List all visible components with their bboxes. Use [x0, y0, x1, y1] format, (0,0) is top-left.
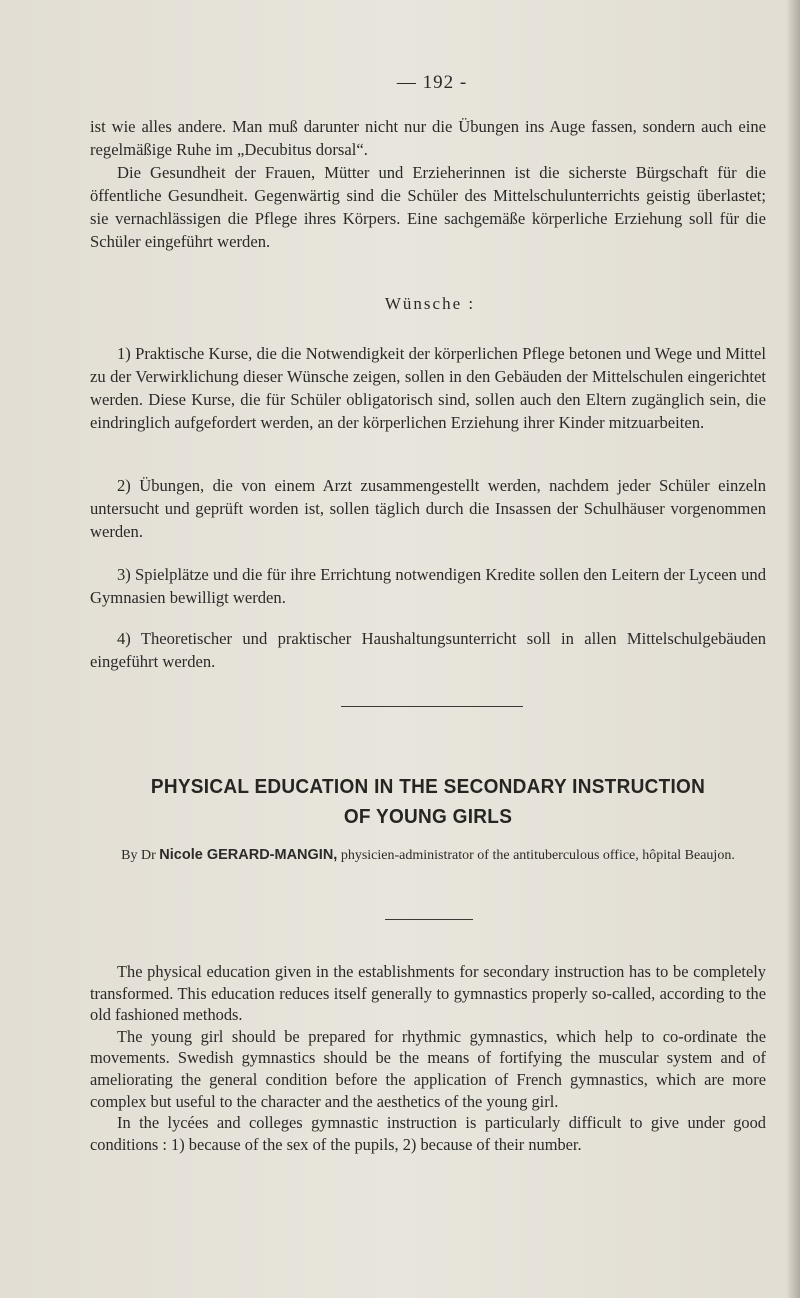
english-body [90, 961, 766, 1155]
author-affiliation: physicien-administrator of the antituberculous office, hôpital Beaujon. [340, 848, 735, 863]
byline-prefix: By Dr [121, 848, 156, 863]
wish-4 [90, 627, 766, 673]
article-title-line-2: OF YOUNG GIRLS [343, 806, 513, 828]
section-divider [341, 706, 523, 707]
wish-item: 4) Theoretischer und praktischer Haushaltungsunterricht soll in allen Mittelschulgebäuden eingeführt werden. [90, 629, 766, 671]
body-paragraph-2: The young girl should be prepared for rhythmic gymnastics, which help to co-ordinate the movements. Swedish gymnastics should be the means of fortifying the muscular system and of ameliorating the general condition before the application of French gymnastics, which are more complex but useful to the character and the aesthetics of the young girl. [90, 1026, 766, 1111]
wish-item: 2) Übungen, die von einem Arzt zusammengestellt werden, nachdem jeder Schüler einzeln untersucht und geprüft worden ist, sollen täglich durch die Insassen der Schulhäuser vorgenommen werden. [90, 476, 766, 541]
page-number: — 192 - [396, 72, 468, 93]
byline [90, 845, 766, 866]
body-paragraph-1: The physical education given in the establishments for secondary instruction has to be completely transformed. This education reduces itself generally to gymnastics properly so-called, according to the old fashioned methods. [90, 962, 766, 1025]
german-intro [90, 115, 766, 253]
page-edge-shadow [786, 0, 800, 1298]
intro-paragraph-1: ist wie alles andere. Man muß darunter nicht nur die Übungen ins Auge fassen, sondern auch eine regelmäßige Ruhe im „Decubitus dorsal“. [90, 117, 766, 159]
byline-divider [385, 919, 473, 920]
body-paragraph-3: In the lycées and colleges gymnastic instruction is particularly difficult to give under good conditions : 1) because of the sex of the pupils, 2) because of their number. [90, 1113, 766, 1154]
wish-2 [90, 474, 766, 543]
wish-item: 3) Spielplätze und die für ihre Errichtung notwendigen Kredite sollen den Leitern der Lyceen und Gymnasien bewilligt werden. [90, 565, 766, 607]
author-name: Nicole GERARD-MANGIN, [159, 847, 338, 863]
wishes-heading: Wünsche : [384, 294, 476, 313]
wish-1 [90, 342, 766, 434]
intro-paragraph-2: Die Gesundheit der Frauen, Mütter und Erzieherinnen ist die sicherste Bürgschaft für die öffentliche Gesundheit. Gegenwärtig sind die Schüler des Mittelschulunterrichts geistig überlastet; sie vernachlässigen die Pflege ihres Körpers. Eine sachgemäße körperliche Erziehung soll für die Schüler eingeführt werden. [90, 163, 766, 251]
wish-3 [90, 563, 766, 609]
article-title-line-1: PHYSICAL EDUCATION IN THE SECONDARY INSTRUCTION [150, 776, 706, 798]
wish-item: 1) Praktische Kurse, die die Notwendigkeit der körperlichen Pflege betonen und Wege und Mittel zu der Verwirklichung dieser Wünsche zeigen, sollen in den Gebäuden der Mittelschulen eingerichtet werden. Diese Kurse, die für Schüler obligatorisch sind, sollen auch den Eltern zugänglich sein, die eindringlich aufgefordert werden, an der körperlichen Erziehung ihrer Kinder mitzuarbeiten. [90, 344, 766, 432]
